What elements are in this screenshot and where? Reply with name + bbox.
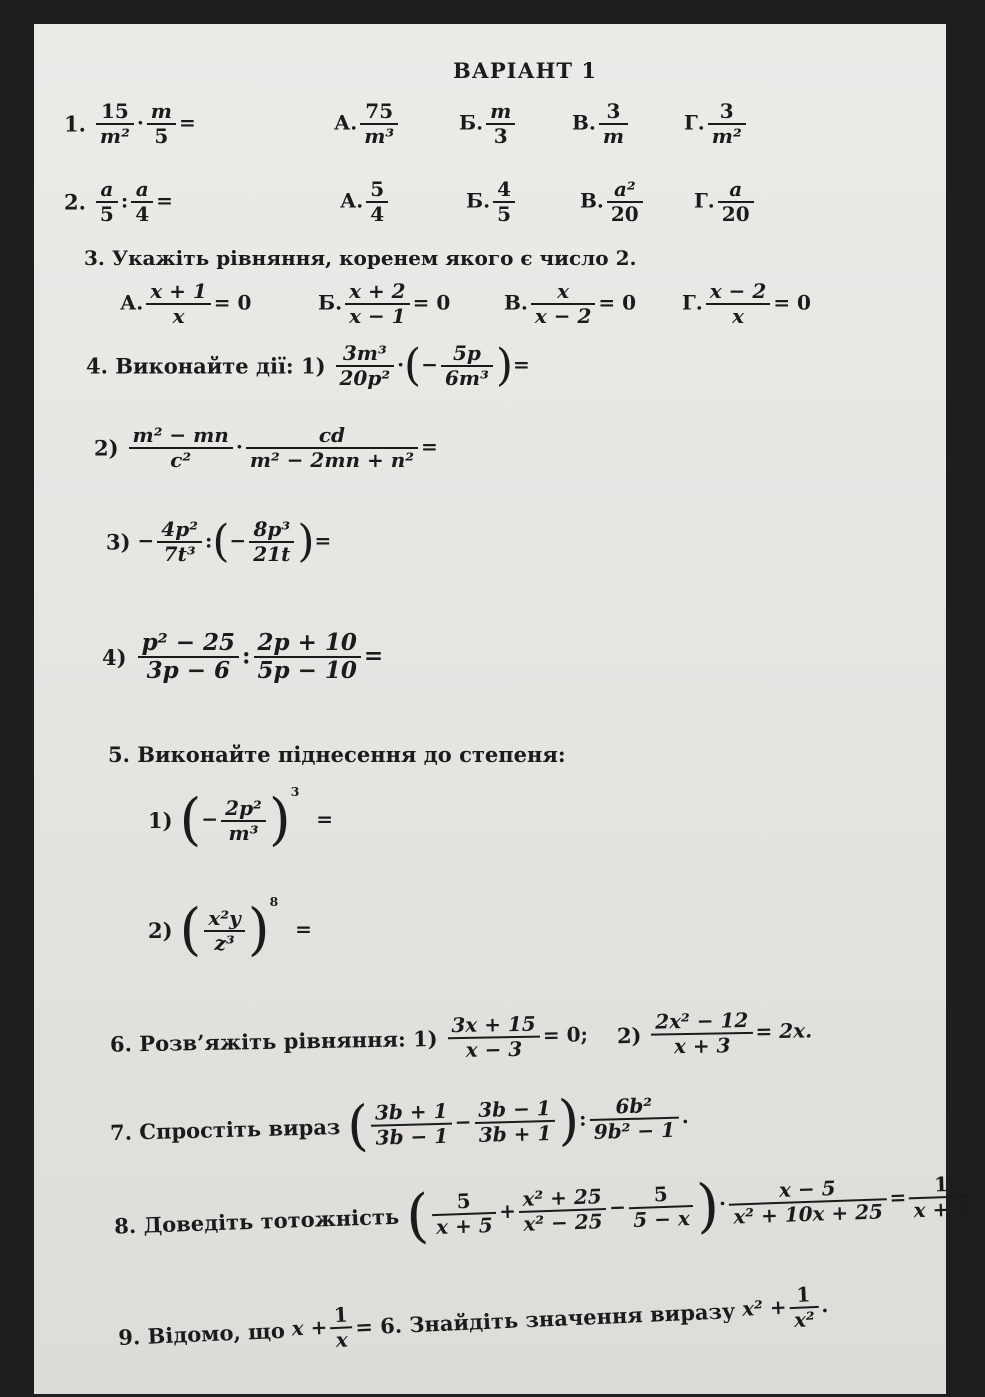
q1-option-d: Г. $\frac{3}{\text{m²}}$	[684, 100, 749, 148]
question-4-part-2: 2) $\frac{\text{m² − mn}}{\text{c²}}$ · $\frac{cd}{\text{m² − 2mn + n²}}$ =	[94, 423, 438, 472]
q1-option-c: В. $\frac{3}{m}$	[572, 100, 631, 148]
q2-fraction-1: $\frac{a}{5}$	[96, 178, 118, 226]
question-9: 9. Відомо, що x + $\frac{1}{x}$ = 6. Знайдіть значення виразу x² + $\frac{1}{\text{x²}}$ .	[117, 1282, 829, 1352]
q1-number: 1.	[64, 111, 86, 137]
q8-prompt: 8. Доведіть тотожність	[113, 1203, 400, 1239]
question-5-part-2: 2) ( $\frac{\text{x²y}}{\text{z³}}$ )$^8$ =	[148, 894, 312, 963]
q1-fraction-1: $\frac{15}{\text{m²}}$	[96, 100, 134, 148]
q2-option-c: В. $\frac{\text{a²}}{20}$	[580, 178, 646, 226]
q2-fraction-2: $\frac{a}{4}$	[131, 178, 153, 226]
question-8: 8. Доведіть тотожність ( $\frac{5}{x + 5}$ + $\frac{\text{x² + 25}}{\text{x² − 25}}$ − $\frac{5}{5 - x}$ )· $\frac{x - 5}{\text{x² + 10x + 25}}$ = $\frac{1}{x + 5}$ .	[113, 1171, 985, 1250]
question-7: 7. Спростіть вираз ( $\frac{3b + 1}{3b - 1}$ − $\frac{3b - 1}{3b + 1}$ ): $\frac{\text{6b²}}{\text{9b² − 1}}$ .	[109, 1088, 689, 1158]
q9-prompt-a: 9. Відомо, що	[117, 1317, 286, 1350]
worksheet-page	[34, 24, 985, 1394]
q4-prompt: 4. Виконайте дії: 1)	[86, 353, 326, 379]
q7-prompt: 7. Спростіть вираз	[109, 1114, 341, 1146]
question-4-part-1: 4. Виконайте дії: 1) $\frac{\text{3m³}}{\text{20p²}}$ ·(− $\frac{5p}{\text{6m³}}$ )=	[86, 340, 530, 391]
question-4-part-4: 4) $\frac{\text{p² − 25}}{3p - 6}$ : $\frac{2p + 10}{5p - 10}$ =	[102, 629, 384, 685]
question-5-part-1: 1) (− $\frac{\text{2p²}}{\text{m³}}$ )$^3$ =	[148, 784, 334, 853]
question-2: 2. $\frac{a}{5}$ : $\frac{a}{4}$ =	[64, 177, 173, 226]
q1-option-b: Б. $\frac{m}{3}$	[459, 100, 518, 148]
q2-option-d: Г. $\frac{a}{20}$	[694, 178, 757, 226]
variant-title: ВАРІАНТ 1	[453, 58, 597, 83]
q9-prompt-b: = 6. Знайдіть значення виразу	[354, 1298, 736, 1340]
q2-number: 2.	[64, 189, 86, 215]
q3-option-c: В. $\frac{x}{x - 2}$ = 0	[504, 279, 637, 328]
q3-option-b: Б. $\frac{x + 2}{x - 1}$ = 0	[318, 279, 451, 328]
q1-option-a: А. $\frac{75}{\text{m³}}$	[334, 100, 401, 148]
q5-prompt: 5. Виконайте піднесення до степеня:	[108, 742, 566, 767]
question-4-part-3: 3) − $\frac{\text{4p²}}{\text{7t³}}$ :(− $\frac{\text{8p³}}{21t}$ )=	[106, 516, 332, 567]
q6-prompt: 6. Розв’яжіть рівняння: 1)	[109, 1025, 438, 1057]
q3-option-d: Г. $\frac{x - 2}{x}$ = 0	[682, 279, 811, 328]
q2-option-b: Б. $\frac{4}{5}$	[466, 178, 518, 226]
q1-fraction-2: $\frac{m}{5}$	[147, 100, 176, 148]
q3-prompt: 3. Укажіть рівняння, коренем якого є число 2.	[84, 246, 637, 270]
question-1: 1. $\frac{15}{\text{m²}}$ · $\frac{m}{5}$ =	[64, 99, 196, 148]
q2-option-a: А. $\frac{5}{4}$	[340, 178, 391, 226]
q3-option-a: А. $\frac{x + 1}{x}$ = 0	[120, 279, 252, 328]
question-6: 6. Розв’яжіть рівняння: 1) $\frac{3x + 15}{x - 3}$ = 0; 2) $\frac{\text{2x² − 12}}{x + 3}$ = 2x.	[109, 1007, 813, 1062]
